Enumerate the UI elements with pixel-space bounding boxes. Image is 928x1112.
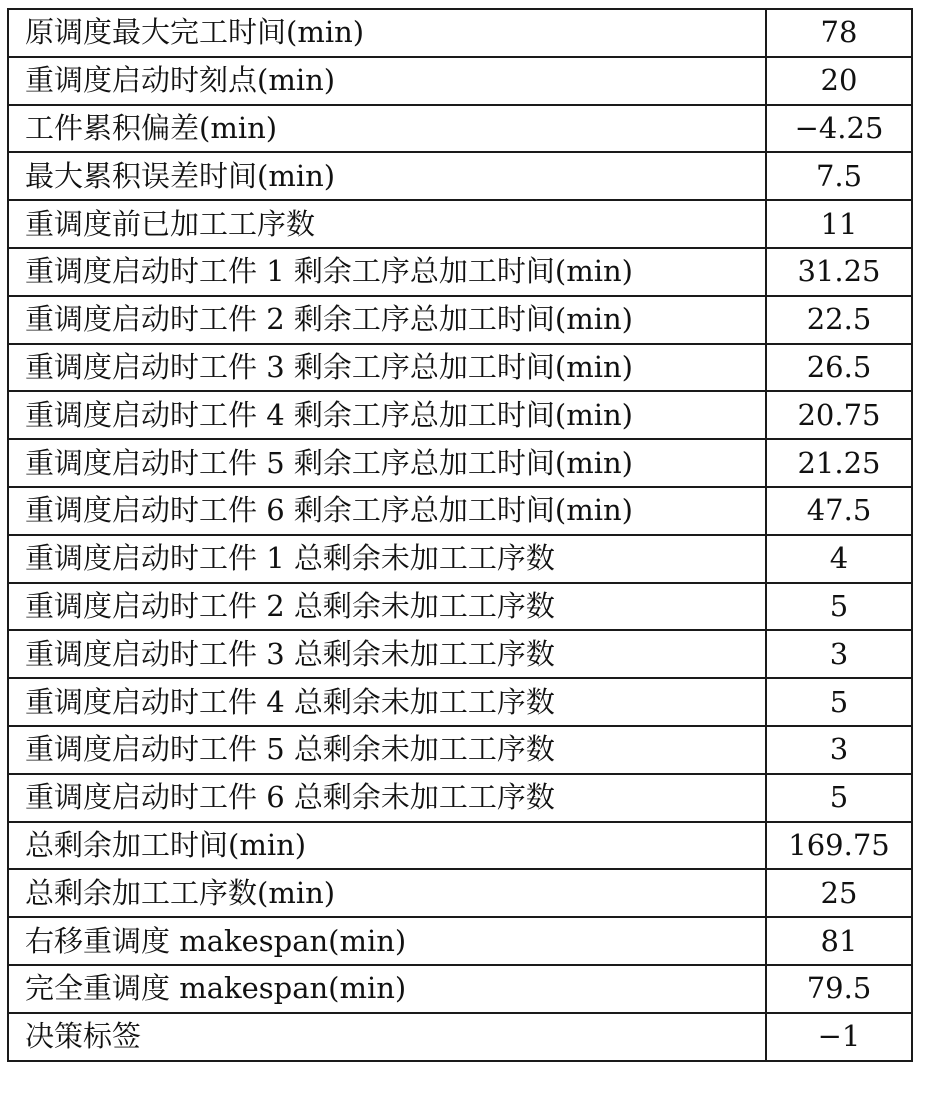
table-row xyxy=(8,487,912,535)
row-label: 重调度启动时工件 3 剩余工序总加工时间(min) xyxy=(8,344,766,392)
row-label: 重调度启动时工件 2 总剩余未加工工序数 xyxy=(8,583,766,631)
table-row xyxy=(8,57,912,105)
row-value: −1 xyxy=(766,1013,912,1061)
row-label: 原调度最大完工时间(min) xyxy=(8,9,766,57)
row-value: 81 xyxy=(766,917,912,965)
row-label: 最大累积误差时间(min) xyxy=(8,152,766,200)
row-label: 重调度启动时工件 2 剩余工序总加工时间(min) xyxy=(8,296,766,344)
row-label: 重调度启动时工件 1 总剩余未加工工序数 xyxy=(8,535,766,583)
table-row xyxy=(8,1013,912,1061)
row-label: 右移重调度 makespan(min) xyxy=(8,917,766,965)
row-label: 重调度启动时工件 3 总剩余未加工工序数 xyxy=(8,630,766,678)
row-value: 7.5 xyxy=(766,152,912,200)
row-value: 4 xyxy=(766,535,912,583)
table-row xyxy=(8,535,912,583)
row-value: 79.5 xyxy=(766,965,912,1013)
row-label: 工件累积偏差(min) xyxy=(8,105,766,153)
row-value: 5 xyxy=(766,774,912,822)
table-row xyxy=(8,9,912,57)
table-body xyxy=(8,9,912,1061)
row-value: 22.5 xyxy=(766,296,912,344)
table-row xyxy=(8,200,912,248)
row-label: 完全重调度 makespan(min) xyxy=(8,965,766,1013)
row-value: 3 xyxy=(766,630,912,678)
table-row xyxy=(8,391,912,439)
table-row xyxy=(8,917,912,965)
row-label: 重调度启动时工件 1 剩余工序总加工时间(min) xyxy=(8,248,766,296)
table-row xyxy=(8,726,912,774)
row-label: 总剩余加工工序数(min) xyxy=(8,869,766,917)
table-row xyxy=(8,869,912,917)
table-row xyxy=(8,439,912,487)
row-label: 总剩余加工时间(min) xyxy=(8,822,766,870)
row-value: 21.25 xyxy=(766,439,912,487)
table-row xyxy=(8,630,912,678)
row-value: 5 xyxy=(766,583,912,631)
row-value: −4.25 xyxy=(766,105,912,153)
table-row xyxy=(8,583,912,631)
row-label: 重调度启动时工件 6 剩余工序总加工时间(min) xyxy=(8,487,766,535)
row-value: 78 xyxy=(766,9,912,57)
row-label: 重调度启动时工件 6 总剩余未加工工序数 xyxy=(8,774,766,822)
data-table xyxy=(7,8,913,1062)
row-label: 重调度启动时工件 5 总剩余未加工工序数 xyxy=(8,726,766,774)
table-row xyxy=(8,296,912,344)
row-label: 重调度启动时工件 4 剩余工序总加工时间(min) xyxy=(8,391,766,439)
table-row xyxy=(8,344,912,392)
table-container xyxy=(7,8,913,1062)
table-row xyxy=(8,152,912,200)
table-row xyxy=(8,965,912,1013)
table-row xyxy=(8,822,912,870)
row-value: 26.5 xyxy=(766,344,912,392)
table-row xyxy=(8,774,912,822)
table-row xyxy=(8,248,912,296)
row-value: 11 xyxy=(766,200,912,248)
row-value: 5 xyxy=(766,678,912,726)
table-row xyxy=(8,678,912,726)
row-value: 3 xyxy=(766,726,912,774)
row-value: 20 xyxy=(766,57,912,105)
row-value: 25 xyxy=(766,869,912,917)
row-value: 47.5 xyxy=(766,487,912,535)
row-label: 重调度启动时刻点(min) xyxy=(8,57,766,105)
row-value: 20.75 xyxy=(766,391,912,439)
row-label: 重调度启动时工件 4 总剩余未加工工序数 xyxy=(8,678,766,726)
row-label: 重调度启动时工件 5 剩余工序总加工时间(min) xyxy=(8,439,766,487)
row-value: 31.25 xyxy=(766,248,912,296)
row-label: 决策标签 xyxy=(8,1013,766,1061)
row-label: 重调度前已加工工序数 xyxy=(8,200,766,248)
table-row xyxy=(8,105,912,153)
row-value: 169.75 xyxy=(766,822,912,870)
